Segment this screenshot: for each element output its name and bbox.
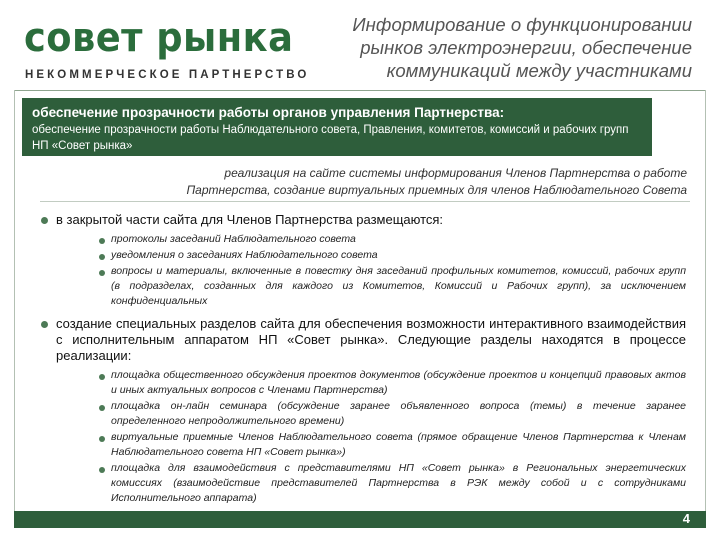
sub-list-item: виртуальные приемные Членов Наблюдательного совета (прямое обращение Членов Партнерства к Членам Наблюдательного совета НП «Совет рынка»): [111, 431, 686, 458]
subheading-line: реализация на сайте системы информирования Членов Партнерства о работе: [224, 166, 687, 180]
page-number: 4: [682, 511, 690, 526]
sub-list-item: уведомления о заседаниях Наблюдательного совета: [111, 249, 378, 261]
banner-text: обеспечение прозрачности работы Наблюдательного совета, Правления, комитетов, комиссий и рабочих групп НП «Совет рынка»: [32, 124, 629, 152]
section-banner: [22, 98, 652, 156]
bullet-icon: [99, 405, 105, 411]
sub-list-item: площадка он-лайн семинара (обсуждение заранее объявленного вопроса (темы) в течение заранее определенного непродолжительного времени): [111, 400, 686, 427]
sub-list-item: вопросы и материалы, включенные в повестку дня заседаний профильных комитетов, комиссий, рабочих групп (в подразделах, созданных для каждого из Комитетов, Комиссий и Рабочих групп), за исключением конфиденциальных: [111, 265, 686, 307]
bullet-icon: [99, 270, 105, 276]
footer-bar: [14, 511, 706, 528]
bullet-icon: [99, 436, 105, 442]
list-item: в закрытой части сайта для Членов Партнерства размещаются:: [56, 212, 444, 227]
subheading-divider: [40, 201, 690, 202]
page-title-line: рынков электроэнергии, обеспечение: [360, 37, 692, 58]
frame-left-border: [14, 90, 15, 520]
subheading-line: Партнерства, создание виртуальных приемных для членов Наблюдательного Совета: [186, 183, 687, 197]
sub-list-item: протоколы заседаний Наблюдательного совета: [111, 233, 356, 245]
page-title-line: Информирование о функционировании: [352, 14, 692, 35]
page-title-line: коммуникаций между участниками: [386, 60, 692, 81]
bullet-icon: [41, 321, 48, 328]
logo-title: совет рынка: [24, 15, 294, 61]
bullet-icon: [99, 374, 105, 380]
bullet-icon: [41, 217, 48, 224]
bullet-icon: [99, 254, 105, 260]
list-item: создание специальных разделов сайта для обеспечения возможности интерактивного взаимодействия с исполнительным аппаратом НП «Совет рынка». Следующие разделы находятся в процессе реализации:: [56, 316, 686, 363]
bullet-icon: [99, 467, 105, 473]
sub-list-item: площадка для взаимодействия с представителями НП «Совет рынка» в Региональных энергетических комиссиях (взаимодействие представителей Партнерства в РЭК между собой и с сотрудниками Исполнительного аппарата): [111, 462, 686, 504]
bullet-icon: [99, 238, 105, 244]
section-subheading: [100, 165, 687, 199]
sub-list-item: площадка общественного обсуждения проектов документов (обсуждение проектов и концепций правовых актов и иных актуальных вопросов с Членами Партнерства): [111, 369, 686, 396]
page-title: [272, 13, 692, 82]
banner-heading: обеспечение прозрачности работы органов управления Партнерства:: [32, 105, 505, 120]
frame-right-border: [705, 90, 706, 520]
header-divider: [14, 90, 706, 91]
logo-subtitle: НЕКОММЕРЧЕСКОЕ ПАРТНЕРСТВО: [25, 69, 310, 81]
